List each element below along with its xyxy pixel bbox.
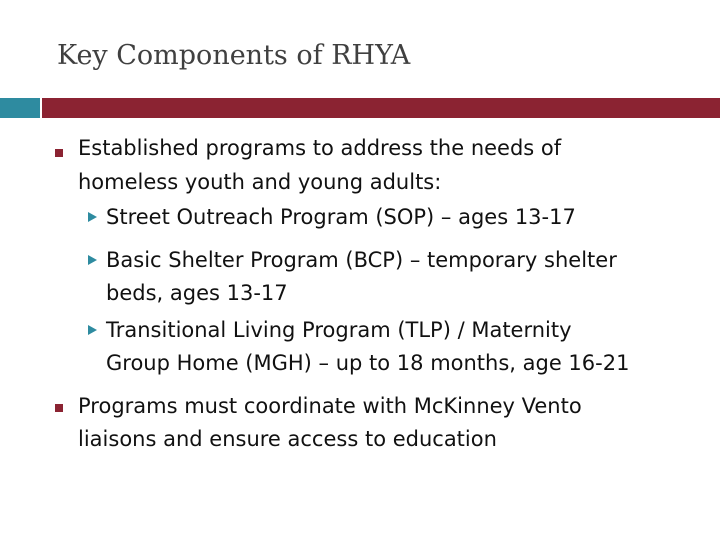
accent-bar-right [42,98,720,118]
sub-item-2-line-2: beds, ages 13-17 [106,281,288,305]
arrow-bullet-icon [88,325,97,335]
sub-item-2-line-1: Basic Shelter Program (BCP) – temporary shelter [106,248,617,272]
bullet-1-line-2: homeless youth and young adults: [78,170,442,194]
sub-item-1-line-1: Street Outreach Program (SOP) – ages 13-17 [106,205,576,229]
slide-title: Key Components of RHYA [57,40,411,71]
square-bullet-icon [55,404,63,412]
bullet-1-line-1: Established programs to address the needs of [78,136,562,160]
square-bullet-icon [55,149,63,157]
bullet-2-line-1: Programs must coordinate with McKinney Vento [78,394,582,418]
arrow-bullet-icon [88,212,97,222]
arrow-bullet-icon [88,255,97,265]
sub-item-3-line-1: Transitional Living Program (TLP) / Maternity [106,318,572,342]
sub-item-3-line-2: Group Home (MGH) – up to 18 months, age 16-21 [106,351,630,375]
bullet-2-line-2: liaisons and ensure access to education [78,427,497,451]
accent-bar-left [0,98,40,118]
